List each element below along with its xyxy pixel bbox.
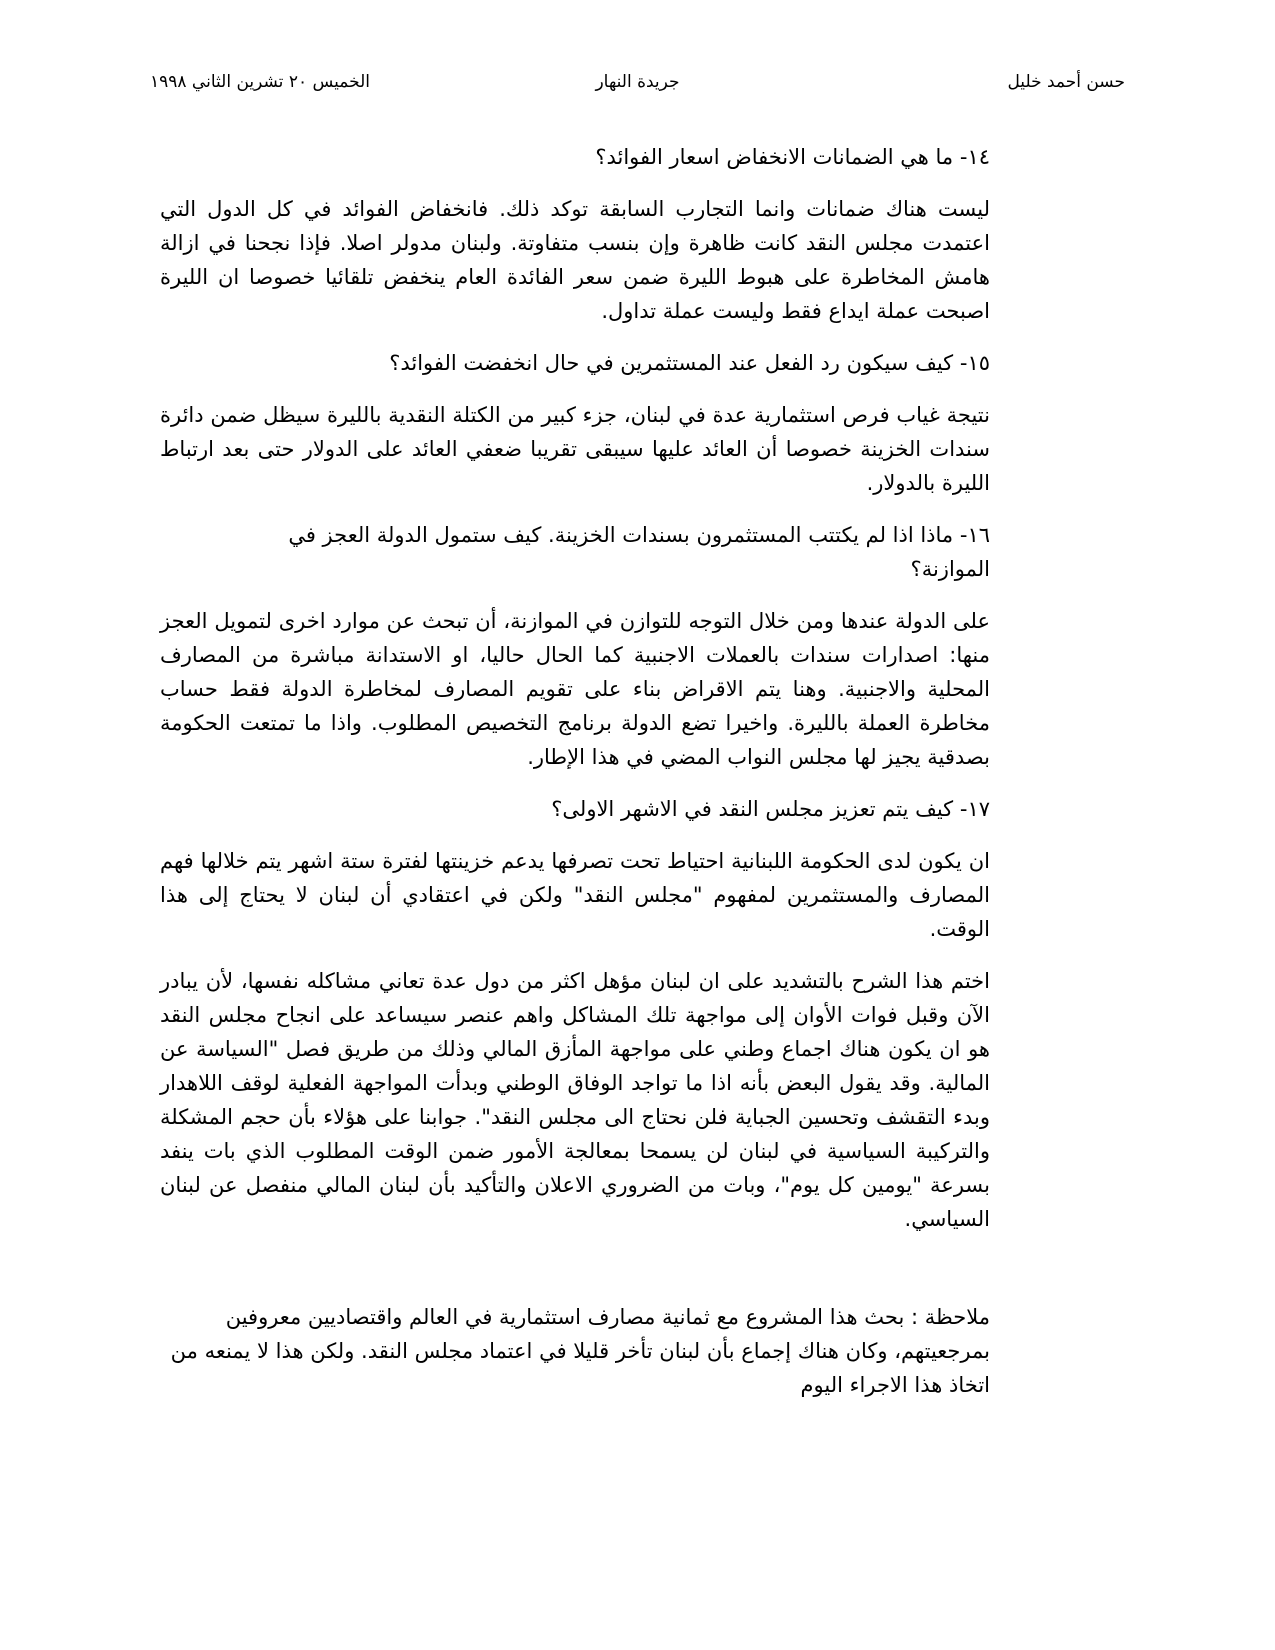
question-14: ١٤- ما هي الضمانات الانخفاض اسعار الفوائد؟ (595, 145, 990, 169)
question-16: ١٦- ماذا اذا لم يكتتب المستثمرون بسندات الخزينة. كيف ستمول الدولة العجز في الموازنة؟ (288, 523, 990, 581)
note-paragraph: ملاحظة : بحث هذا المشروع مع ثمانية مصارف استثمارية في العالم واقتصاديين معروفين بمرجعيتهم، وكان هناك إجماع بأن لبنان تأخر قليلا في اعتماد مجلس النقد. ولكن هذا لا يمنعه من اتخاذ هذا الاجراء اليوم (170, 1305, 990, 1397)
article-body (160, 140, 990, 1423)
answer-14: ليست هناك ضمانات وانما التجارب السابقة توكد ذلك. فانخفاض الفوائد في كل الدول التي اعتمدت مجلس النقد كانت ظاهرة وإن بنسب متفاوتة. ولبنان مدولر اصلا. فإذا نجحنا في ازالة هامش المخاطرة على هبوط الليرة ضمن سعر الفائدة العام ينخفض تلقائيا خصوصا ان الليرة اصبحت عملة ايداع فقط وليست عملة تداول. (160, 197, 990, 323)
answer-16: على الدولة عندها ومن خلال التوجه للتوازن في الموازنة، أن تبحث عن موارد اخرى لتمويل العجز منها: اصدارات سندات بالعملات الاجنبية كما الحال حاليا، او الاستدانة مباشرة من المصارف المحلية والاجنبية. وهنا يتم الاقراض بناء على تقويم المصارف لمخاطرة الدولة فقط حساب مخاطرة العملة بالليرة. واخيرا تضع الدولة برنامج التخصيص المطلوب. واذا ما تمتعت الحكومة بصدقية يجيز لها مجلس النواب المضي في هذا الإطار. (160, 609, 990, 769)
answer-15: نتيجة غياب فرص استثمارية عدة في لبنان، جزء كبير من الكتلة النقدية بالليرة سيظل ضمن دائرة سندات الخزينة خصوصا أن العائد عليها سيبقى تقريبا ضعفي العائد على الدولار حتى بعد ارتباط الليرة بالدولار. (160, 403, 990, 495)
page-header (150, 72, 1125, 108)
header-newspaper: جريدة النهار (595, 72, 680, 92)
header-author: حسن أحمد خليل (1007, 72, 1125, 92)
header-date: الخميس ٢٠ تشرين الثاني ١٩٩٨ (150, 72, 370, 92)
question-17: ١٧- كيف يتم تعزيز مجلس النقد في الاشهر الاولى؟ (551, 797, 990, 821)
answer-17: ان يكون لدى الحكومة اللبنانية احتياط تحت تصرفها يدعم خزينتها لفترة ستة اشهر يتم خلالها فهم المصارف والمستثمرين لمفهوم "مجلس النقد" ولكن في اعتقادي أن لبنان لا يحتاج إلى هذا الوقت. (160, 849, 990, 941)
question-15: ١٥- كيف سيكون رد الفعل عند المستثمرين في حال انخفضت الفوائد؟ (389, 351, 990, 375)
conclusion-paragraph: اختم هذا الشرح بالتشديد على ان لبنان مؤهل اكثر من دول عدة تعاني مشاكله نفسها، لأن يبادر الآن وقبل فوات الأوان إلى مواجهة تلك المشاكل واهم عنصر سيساعد على انجاح مجلس النقد هو ان يكون هناك اجماع وطني على مواجهة المأزق المالي وذلك من طريق فصل "السياسة عن المالية. وقد يقول البعض بأنه اذا ما تواجد الوفاق الوطني وبدأت المواجهة الفعلية لوقف اللاهدار وبدء التقشف وتحسين الجباية فلن نحتاج الى مجلس النقد". جوابنا على هؤلاء بأن حجم المشكلة والتركيبة السياسية في لبنان لن يسمحا بمعالجة الأمور ضمن الوقت المطلوب الذي بات ينفد بسرعة "يومين كل يوم"، وبات من الضروري الاعلان والتأكيد بأن لبنان المالي منفصل عن لبنان السياسي. (160, 969, 990, 1231)
